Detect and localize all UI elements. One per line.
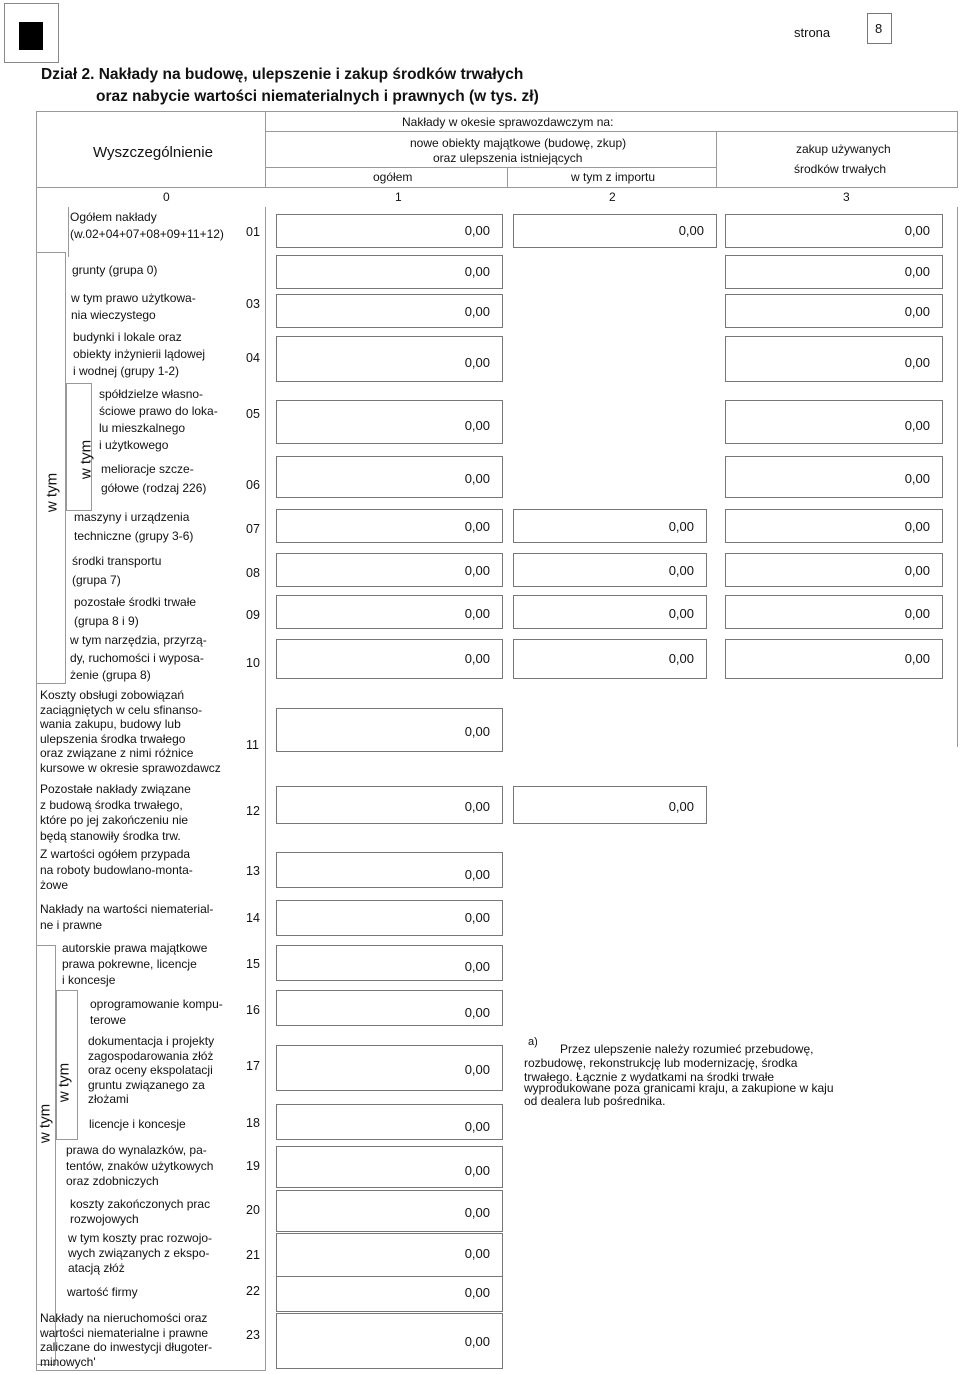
header-wyszczegolnienie: Wyszczególnienie xyxy=(93,144,213,161)
row-label-line: wartości niematerialne i prawne xyxy=(40,1325,209,1340)
value-text: 0,00 xyxy=(464,1205,490,1220)
row-label-line: ne i prawne xyxy=(40,918,103,932)
row-label-line: atacją złóż xyxy=(68,1261,125,1275)
row-label-line: żenie (grupa 8) xyxy=(70,668,151,682)
row-label-line: prawa pokrewne, licencje xyxy=(62,957,197,971)
value-text: 0,00 xyxy=(904,519,930,534)
value-text: 0,00 xyxy=(464,1334,490,1349)
value-text: 0,00 xyxy=(904,651,930,666)
row-label-line: gółowe (rodzaj 226) xyxy=(101,481,207,495)
value-text: 0,00 xyxy=(464,1246,490,1261)
value-text: 0,00 xyxy=(668,799,694,814)
value-field-v1[interactable] xyxy=(276,990,503,1026)
value-text: 0,00 xyxy=(464,1285,490,1300)
row-label-line: ściowe prawo do loka- xyxy=(99,404,218,418)
row-label-line: obiekty inżynierii lądowej xyxy=(73,347,206,361)
value-field-v1[interactable] xyxy=(276,553,503,587)
value-field-v3[interactable] xyxy=(725,255,943,289)
row-code: 23 xyxy=(246,1328,260,1342)
row-label-line: które po jej zakończeniu nie xyxy=(40,813,189,827)
row-code: 20 xyxy=(246,1203,260,1217)
row-label-line: (grupa 7) xyxy=(72,573,121,587)
row-code: 14 xyxy=(246,911,260,925)
footnote-line5: od dealera lub pośrednika. xyxy=(524,1094,666,1108)
value-field-v1[interactable] xyxy=(276,945,503,981)
value-text: 0,00 xyxy=(464,867,490,882)
value-field-v1[interactable] xyxy=(276,900,503,936)
value-text: 0,00 xyxy=(904,418,930,433)
row-label-line: oraz zdobniczych xyxy=(66,1174,159,1188)
value-field-v1[interactable] xyxy=(276,1104,503,1140)
row-label-line: oraz związane z nimi różnice xyxy=(40,746,194,760)
row-label-line: z budową środka trwałego, xyxy=(40,797,183,812)
row-label-line: prawa do wynalazków, pa- xyxy=(66,1143,207,1157)
value-text: 0,00 xyxy=(464,1119,490,1134)
row-label-line: licencje i koncesje xyxy=(89,1117,186,1131)
row-label-line: techniczne (grupy 3-6) xyxy=(74,529,194,543)
row-label-line: Koszty obsługi zobowiązań xyxy=(40,688,185,702)
footnote-line2: rozbudowę, rekonstrukcję lub modernizację, środka xyxy=(524,1056,798,1070)
w-tym-label-2: w tym xyxy=(77,439,95,480)
row-label-line: spółdzielze własno- xyxy=(99,387,204,401)
value-text: 0,00 xyxy=(464,563,490,578)
row-label-line: i koncesje xyxy=(62,973,116,987)
row-label-line: Ogółem nakłady xyxy=(70,210,157,224)
value-text: 0,00 xyxy=(464,606,490,621)
value-field-v2[interactable] xyxy=(513,553,707,587)
value-field-v1[interactable] xyxy=(276,214,503,248)
row-code: 21 xyxy=(246,1248,260,1262)
row-label-line: złożami xyxy=(88,1092,129,1106)
value-field-v3[interactable] xyxy=(725,553,943,587)
page-number: 8 xyxy=(875,21,883,36)
value-field-v1[interactable] xyxy=(276,336,503,382)
value-text: 0,00 xyxy=(464,1163,490,1178)
row-label-line: grunty (grupa 0) xyxy=(72,263,158,277)
header-num-1: 1 xyxy=(395,190,402,204)
header-num-2: 2 xyxy=(609,190,616,204)
value-field-v1[interactable] xyxy=(276,1146,503,1188)
value-text: 0,00 xyxy=(464,799,490,814)
header-new-line1: nowe obiekty majątkowe (budowę, zkup) xyxy=(410,136,627,150)
row-label-line: pozostałe środki trwałe xyxy=(74,595,197,609)
row-label-line: zagospodarowania złóż xyxy=(88,1048,214,1063)
value-field-v1[interactable] xyxy=(276,1045,503,1091)
header-used-line2: środków trwałych xyxy=(794,162,887,176)
header-num-3: 3 xyxy=(843,190,850,204)
value-text: 0,00 xyxy=(464,223,490,238)
value-text: 0,00 xyxy=(464,1005,490,1020)
row-label-line: ulepszenia środka trwałego xyxy=(40,731,186,746)
row-label-line: (w.02+04+07+08+09+11+12) xyxy=(70,227,224,241)
value-field-v3[interactable] xyxy=(725,639,943,679)
w-tym-label-4: w tym xyxy=(36,1103,54,1144)
w-tym-label-1: w tym xyxy=(43,472,61,513)
value-field-v1[interactable] xyxy=(276,1190,503,1232)
value-text: 0,00 xyxy=(464,519,490,534)
header-used-line1: zakup używanych xyxy=(796,142,891,156)
footnote-line1: Przez ulepszenie należy rozumieć przebudowę, xyxy=(560,1042,814,1056)
value-text: 0,00 xyxy=(904,606,930,621)
value-text: 0,00 xyxy=(464,304,490,319)
value-text: 0,00 xyxy=(668,651,694,666)
value-text: 0,00 xyxy=(904,355,930,370)
value-field-v2[interactable] xyxy=(513,595,707,629)
value-field-v3[interactable] xyxy=(725,595,943,629)
row-label-line: Z wartości ogółem przypada xyxy=(40,847,191,861)
row-code: 05 xyxy=(246,407,260,421)
row-label-line: środki transportu xyxy=(72,554,162,568)
row-label-line: Nakłady na nieruchomości oraz xyxy=(40,1311,208,1325)
value-field-v3[interactable] xyxy=(725,214,943,248)
header-grid xyxy=(0,0,960,210)
row-label-line: nia wieczystego xyxy=(71,308,156,322)
value-field-v1[interactable] xyxy=(276,852,503,888)
row-code: 15 xyxy=(246,957,260,971)
value-field-v1[interactable] xyxy=(276,255,503,289)
value-text: 0,00 xyxy=(668,606,694,621)
row-label-line: koszty zakończonych prac xyxy=(70,1197,211,1211)
row-label-line: (grupa 8 i 9) xyxy=(74,614,139,628)
header-new-line2: oraz ulepszenia istniejących xyxy=(433,151,583,165)
row-label-line: zaciągniętych w celu sfinanso- xyxy=(40,702,203,717)
value-field-v1[interactable] xyxy=(276,595,503,629)
value-text: 0,00 xyxy=(464,651,490,666)
row-code: 10 xyxy=(246,656,260,670)
header-ogolem: ogółem xyxy=(373,170,413,184)
row-label-line: i użytkowego xyxy=(99,438,169,452)
w-tym-label-3: w tym xyxy=(55,1062,73,1103)
value-field-v1[interactable] xyxy=(276,294,503,328)
row-label-line: Nakłady na wartości niematerial- xyxy=(40,902,214,916)
value-text: 0,00 xyxy=(668,519,694,534)
row-label-line: oraz oceny ekspolatacji xyxy=(88,1063,213,1077)
section-title-line2: oraz nabycie wartości niematerialnych i prawnych (w tys. zł) xyxy=(96,88,539,105)
row-label-line: gruntu związanego za xyxy=(88,1077,205,1092)
value-field-v1[interactable] xyxy=(276,1233,503,1277)
row-code: 06 xyxy=(246,478,260,492)
row-label-line: terowe xyxy=(90,1013,127,1027)
value-field-v2[interactable] xyxy=(513,786,707,824)
value-field-v1[interactable] xyxy=(276,400,503,444)
row-label-line: i wodnej (grupy 1-2) xyxy=(73,364,180,378)
value-field-v2[interactable] xyxy=(513,214,717,248)
row-code: 13 xyxy=(246,864,260,878)
value-field-v3[interactable] xyxy=(725,294,943,328)
value-text: 0,00 xyxy=(464,418,490,433)
value-text: 0,00 xyxy=(464,355,490,370)
row-code: 08 xyxy=(246,566,260,580)
row-label-line: oprogramowanie kompu- xyxy=(90,997,223,1011)
row-label-line: lu mieszkalnego xyxy=(99,421,186,435)
value-field-v3[interactable] xyxy=(725,456,943,498)
value-field-v1[interactable] xyxy=(276,456,503,498)
value-field-v1[interactable] xyxy=(276,1276,503,1312)
value-field-v2[interactable] xyxy=(513,509,707,543)
body-bottom-border xyxy=(36,1370,266,1371)
value-field-v1[interactable] xyxy=(276,786,503,824)
row-label-line: wania zakupu, budowy lub xyxy=(40,717,181,731)
row-label-line: w tym koszty prac rozwojo- xyxy=(68,1231,213,1245)
value-field-v1[interactable] xyxy=(276,639,503,679)
row-code: 17 xyxy=(246,1059,260,1073)
row-label-line: tentów, znaków użytkowych xyxy=(66,1158,214,1173)
page-label: strona xyxy=(794,25,831,40)
row-label-line: kursowe w okresie sprawozdawcz xyxy=(40,760,221,775)
value-field-v3[interactable] xyxy=(725,336,943,382)
header-import: w tym z importu xyxy=(571,170,656,184)
value-field-v1[interactable] xyxy=(276,1313,503,1369)
row-label-line: na roboty budowlano-monta- xyxy=(40,862,193,877)
value-field-v3[interactable] xyxy=(725,509,943,543)
value-field-v1[interactable] xyxy=(276,708,503,752)
row-code: 01 xyxy=(246,225,260,239)
value-text: 0,00 xyxy=(464,1062,490,1077)
value-text: 0,00 xyxy=(904,304,930,319)
row-label-line: Pozostałe nakłady związane xyxy=(40,782,191,796)
row-label-line: będą stanowiły środka trw. xyxy=(40,828,181,843)
row-code: 22 xyxy=(246,1284,260,1298)
header-num-0: 0 xyxy=(163,190,170,204)
row-code: 12 xyxy=(246,804,260,818)
right-border xyxy=(957,207,958,747)
value-text: 0,00 xyxy=(678,223,704,238)
row-label-line: wych związanych z ekspo- xyxy=(68,1246,210,1260)
row-label-line: minowych' xyxy=(40,1354,96,1369)
row-label-line: autorskie prawa majątkowe xyxy=(62,941,208,955)
value-field-v1[interactable] xyxy=(276,509,503,543)
footnote-line3: trwałego. Łącznie z wydatkami na środki trwałe xyxy=(524,1070,775,1084)
row-code: 11 xyxy=(246,738,259,752)
value-text: 0,00 xyxy=(464,264,490,279)
row-code: 16 xyxy=(246,1003,260,1017)
row-label-line: rozwojowych xyxy=(70,1212,139,1226)
value-text: 0,00 xyxy=(904,563,930,578)
footnote-mark: a) xyxy=(528,1036,538,1048)
value-text: 0,00 xyxy=(464,471,490,486)
row-label-line: żowe xyxy=(40,878,69,892)
row-label-line: zaliczane do inwestycji długoter- xyxy=(40,1340,213,1354)
value-text: 0,00 xyxy=(464,910,490,925)
row-label-line: dy, ruchomości i wyposa- xyxy=(70,650,204,665)
row-label-line: w tym narzędzia, przyrzą- xyxy=(70,633,207,647)
header-top: Nakłady w okesie sprawozdawczym na: xyxy=(402,115,614,129)
row-label-line: maszyny i urządzenia xyxy=(74,510,190,524)
row-code: 03 xyxy=(246,297,260,311)
section-title-line1: Dział 2. Nakłady na budowę, ulepszenie i zakup środków trwałych xyxy=(41,66,524,83)
row-label-line: melioracje szcze- xyxy=(101,462,194,476)
row-code: 07 xyxy=(246,522,260,536)
value-text: 0,00 xyxy=(464,959,490,974)
value-text: 0,00 xyxy=(904,471,930,486)
value-text: 0,00 xyxy=(668,563,694,578)
row-code: 04 xyxy=(246,351,260,365)
value-field-v3[interactable] xyxy=(725,400,943,444)
row-code: 19 xyxy=(246,1159,260,1173)
value-text: 0,00 xyxy=(464,724,490,739)
row-code: 09 xyxy=(246,608,260,622)
row-label-line: w tym prawo użytkowa- xyxy=(71,291,196,305)
row-code: 18 xyxy=(246,1116,260,1130)
row-label-line: dokumentacja i projekty xyxy=(88,1034,215,1048)
body-desc-border xyxy=(265,207,266,1371)
footnote-line4: wyprodukowane poza granicami kraju, a zakupione w kaju xyxy=(524,1081,834,1095)
value-field-v2[interactable] xyxy=(513,639,707,679)
value-text: 0,00 xyxy=(904,223,930,238)
value-text: 0,00 xyxy=(904,264,930,279)
row-label-line: wartość firmy xyxy=(67,1285,138,1299)
row-label-line: budynki i lokale oraz xyxy=(73,330,182,344)
